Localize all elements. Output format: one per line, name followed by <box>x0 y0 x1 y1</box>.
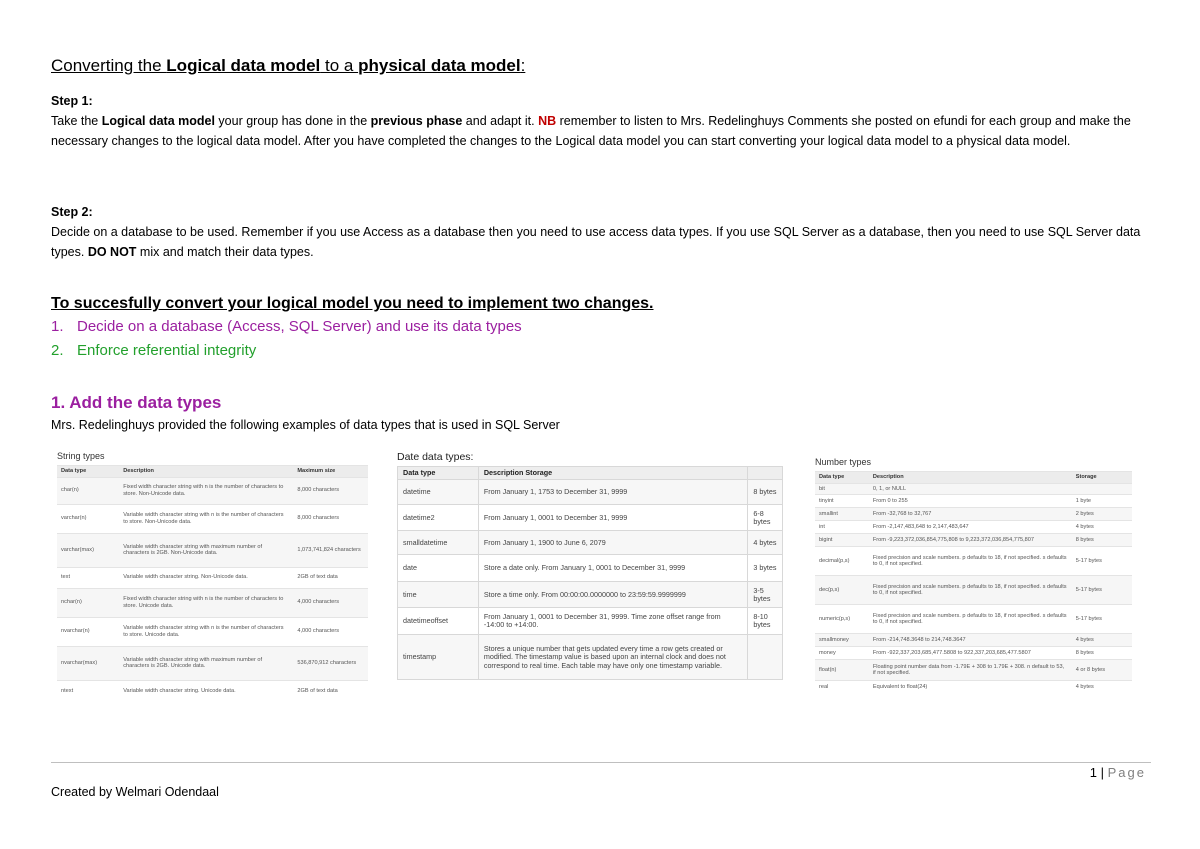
table-row <box>398 531 783 555</box>
table-row <box>57 533 368 567</box>
table-row <box>815 660 1132 681</box>
table-cell: 4 or 8 bytes <box>1072 660 1132 681</box>
column-header: Maximum size <box>293 466 368 478</box>
table-cell: 8 bytes <box>748 480 783 505</box>
step1-heading: Step 1: <box>51 94 93 108</box>
table-cell: decimal(p,s) <box>815 547 869 576</box>
table-cell: Stores a unique number that gets updated every time a row gets created or modified. The timestamp value is based upon an internal clock and does not correspond to real time. Each table may have only one timestamp variable. <box>478 635 748 680</box>
column-header: Description Storage <box>478 467 748 480</box>
table-row <box>815 483 1132 495</box>
table-cell: 2GB of text data <box>293 680 368 701</box>
table-cell: bigint <box>815 534 869 547</box>
table-cell: From -922,337,203,685,477.5808 to 922,337,203,685,477.5807 <box>869 647 1072 660</box>
table-cell: From -9,223,372,036,854,775,808 to 9,223,372,036,854,775,807 <box>869 534 1072 547</box>
table-cell: 2 bytes <box>1072 508 1132 521</box>
table-cell: bit <box>815 483 869 495</box>
table-cell: ntext <box>57 680 119 701</box>
table-cell: From -32,768 to 32,767 <box>869 508 1072 521</box>
date-types-caption: Date data types: <box>397 451 474 463</box>
date-types-table <box>397 451 783 680</box>
table-cell: nvarchar(max) <box>57 646 119 680</box>
table-cell: 4,000 characters <box>293 588 368 617</box>
table-cell: Fixed precision and scale numbers. p defaults to 18, if not specified. s defaults to 0, if not specified. <box>869 605 1072 634</box>
table-row <box>57 588 368 617</box>
table-cell: tinyint <box>815 495 869 508</box>
step1-text: Take the Logical data model your group has done in the previous phase and adapt it. NB remember to listen to Mrs. Redelinghuys Comments she posted on efundi for each group and make the necessary changes to the logical data model. After you have completed the changes to the Logical data model you can start converting your logical data model to a physical data model. <box>51 114 1131 148</box>
table-cell: numeric(p,s) <box>815 605 869 634</box>
number-types-table <box>815 457 1132 694</box>
table-row <box>815 605 1132 634</box>
table-row <box>815 576 1132 605</box>
table-cell: From January 1, 0001 to December 31, 9999. Time zone offset range from -14:00 to +14:00. <box>478 608 748 635</box>
table-cell: Variable width character string with maximum number of characters is 2GB. Unicode data. <box>119 646 293 680</box>
table-cell <box>748 635 783 680</box>
table-cell: 5-17 bytes <box>1072 547 1132 576</box>
page-number: 1 | Page <box>1089 765 1146 780</box>
table-row <box>398 480 783 505</box>
table-row <box>815 534 1132 547</box>
column-header: Description <box>119 466 293 478</box>
table-cell: 4 bytes <box>1072 521 1132 534</box>
footer-divider <box>51 762 1151 763</box>
table-row <box>398 635 783 680</box>
table-cell: 8,000 characters <box>293 504 368 533</box>
table-row <box>815 521 1132 534</box>
table-cell: timestamp <box>398 635 479 680</box>
string-types-caption: String types <box>57 451 105 461</box>
table-cell: datetime2 <box>398 505 479 531</box>
table-cell: Fixed width character string with n is the number of characters to store. Unicode data. <box>119 588 293 617</box>
table-row <box>815 634 1132 647</box>
table-row <box>815 681 1132 694</box>
table-cell: Store a date only. From January 1, 0001 to December 31, 9999 <box>478 555 748 582</box>
table-cell: time <box>398 582 479 608</box>
footer-creator: Created by Welmari Odendaal <box>51 785 219 799</box>
table-cell: 536,870,912 characters <box>293 646 368 680</box>
table-row <box>57 646 368 680</box>
table-cell: int <box>815 521 869 534</box>
table-cell: nchar(n) <box>57 588 119 617</box>
table-cell: Variable width character string with n is the number of characters to store. Non-Unicode data. <box>119 504 293 533</box>
table-cell: dec(p,s) <box>815 576 869 605</box>
changes-heading: To succesfully convert your logical model you need to implement two changes. <box>51 295 654 312</box>
table-cell: real <box>815 681 869 694</box>
column-header: Data type <box>398 467 479 480</box>
table-cell: From 0 to 255 <box>869 495 1072 508</box>
table-cell <box>1072 483 1132 495</box>
table-cell: Equivalent to float(24) <box>869 681 1072 694</box>
table-cell: varchar(max) <box>57 533 119 567</box>
table-cell: smallint <box>815 508 869 521</box>
table-cell: text <box>57 567 119 588</box>
table-row <box>815 508 1132 521</box>
table-cell: smallmoney <box>815 634 869 647</box>
table-cell: Fixed precision and scale numbers. p defaults to 18, if not specified. s defaults to 0, if not specified. <box>869 576 1072 605</box>
table-cell: 8 bytes <box>1072 534 1132 547</box>
table-cell: varchar(n) <box>57 504 119 533</box>
table-header-row <box>815 472 1132 484</box>
table-row <box>398 608 783 635</box>
table-cell: 6-8 bytes <box>748 505 783 531</box>
section-heading: 1. Add the data types <box>51 393 222 412</box>
table-row <box>57 567 368 588</box>
table-row <box>815 647 1132 660</box>
table-cell: 3 bytes <box>748 555 783 582</box>
table-cell: Variable width character string. Unicode data. <box>119 680 293 701</box>
table-header-row <box>57 466 368 478</box>
page-title: Converting the Logical data model to a physical data model: <box>51 56 526 75</box>
table-cell: From January 1, 1753 to December 31, 9999 <box>478 480 748 505</box>
table-cell: From -2,147,483,648 to 2,147,483,647 <box>869 521 1072 534</box>
column-header: Data type <box>57 466 119 478</box>
column-header: Data type <box>815 472 869 484</box>
table-row <box>398 555 783 582</box>
number-types-caption: Number types <box>815 457 872 467</box>
table-row <box>815 547 1132 576</box>
table-row <box>57 680 368 701</box>
table-cell: 3-5 bytes <box>748 582 783 608</box>
table-cell: datetimeoffset <box>398 608 479 635</box>
table-cell: Fixed width character string with n is the number of characters to store. Non-Unicode data. <box>119 477 293 504</box>
table-cell: 1,073,741,824 characters <box>293 533 368 567</box>
table-cell: Floating point number data from -1.79E + 308 to 1.79E + 308. n default to 53, if not specified. <box>869 660 1072 681</box>
table-cell: From January 1, 0001 to December 31, 9999 <box>478 505 748 531</box>
table-cell: datetime <box>398 480 479 505</box>
table-cell: 8,000 characters <box>293 477 368 504</box>
change-item-1: 1. Decide on a database (Access, SQL Server) and use its data types <box>51 318 522 335</box>
table-cell: Variable width character string. Non-Unicode data. <box>119 567 293 588</box>
table-cell: 5-17 bytes <box>1072 605 1132 634</box>
table-cell: nvarchar(n) <box>57 617 119 646</box>
table-cell: Variable width character string with maximum number of characters is 2GB. Non-Unicode data. <box>119 533 293 567</box>
table-cell: float(n) <box>815 660 869 681</box>
table-cell: From -214,748.3648 to 214,748.3647 <box>869 634 1072 647</box>
table-cell: smalldatetime <box>398 531 479 555</box>
table-cell: 5-17 bytes <box>1072 576 1132 605</box>
table-cell: Fixed precision and scale numbers. p defaults to 18, if not specified. s defaults to 0, if not specified. <box>869 547 1072 576</box>
table-cell: 0, 1, or NULL <box>869 483 1072 495</box>
table-cell: 2GB of text data <box>293 567 368 588</box>
column-header <box>748 467 783 480</box>
column-header: Description <box>869 472 1072 484</box>
section-intro: Mrs. Redelinghuys provided the following examples of data types that is used in SQL Server <box>51 418 560 432</box>
table-header-row <box>398 467 783 480</box>
table-cell: From January 1, 1900 to June 6, 2079 <box>478 531 748 555</box>
table-cell: Store a time only. From 00:00:00.0000000 to 23:59:59.9999999 <box>478 582 748 608</box>
table-cell: 4 bytes <box>1072 634 1132 647</box>
table-cell: 4 bytes <box>748 531 783 555</box>
table-cell: money <box>815 647 869 660</box>
change-item-2: 2. Enforce referential integrity <box>51 342 257 359</box>
table-cell: 4 bytes <box>1072 681 1132 694</box>
table-row <box>815 495 1132 508</box>
table-row <box>57 617 368 646</box>
string-types-table <box>57 451 368 701</box>
table-cell: 1 byte <box>1072 495 1132 508</box>
table-cell: date <box>398 555 479 582</box>
column-header: Storage <box>1072 472 1132 484</box>
table-cell: 8 bytes <box>1072 647 1132 660</box>
table-cell: char(n) <box>57 477 119 504</box>
table-row <box>398 582 783 608</box>
table-cell: Variable width character string with n is the number of characters to store. Unicode data. <box>119 617 293 646</box>
table-cell: 4,000 characters <box>293 617 368 646</box>
step2-text: Decide on a database to be used. Remember if you use Access as a database then you need to use access data types. If you use SQL Server as a database, then you need to use SQL Server data types. DO NOT mix and match their data types. <box>51 225 1141 259</box>
table-row <box>398 505 783 531</box>
table-row <box>57 477 368 504</box>
table-row <box>57 504 368 533</box>
step2-heading: Step 2: <box>51 205 93 219</box>
table-cell: 8-10 bytes <box>748 608 783 635</box>
